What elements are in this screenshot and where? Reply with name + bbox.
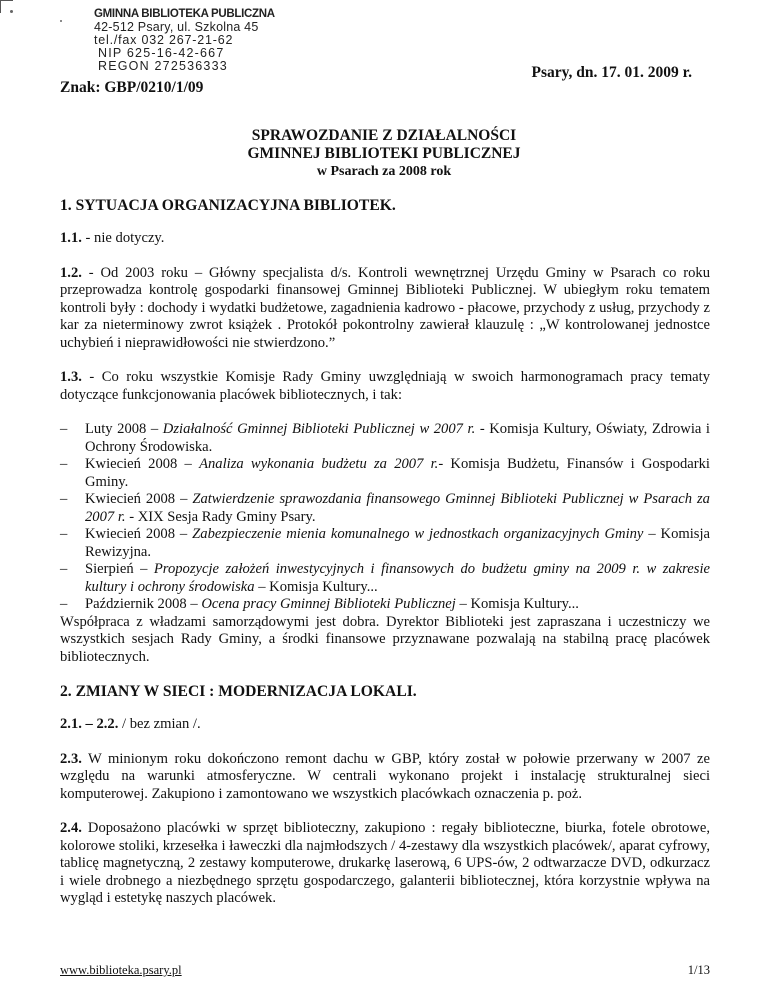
dash-bullet: – xyxy=(60,491,68,507)
paragraph-1-1 xyxy=(60,230,710,248)
stamp-line: NIP 625-16-42-667 xyxy=(98,46,225,60)
paragraph-text: - Co roku wszystkie Komisje Rady Gminy uwzględniają w swoich harmonogramach pracy tematy dotyczące funkcjonowania placówek bibliotecznych, i tak: xyxy=(60,369,710,403)
paragraph-text: - nie dotyczy. xyxy=(81,230,165,246)
paragraph-text: W minionym roku dokończono remont dachu w GBP, który został w połowie przerwany w 2007 ze względu na warunki atmosferyczne. W centrali wykonano projekt i instalację strukturalnej sieci komputerowej. Zakupiono i zamontowano we wszystkich placówkach oznaczenia p. poż. xyxy=(60,750,710,802)
cooperation-paragraph: Współpraca z władzami samorządowymi jest dobra. Dyrektor Biblioteki jest zapraszana i uczestniczy we wszystkich sesjach Rady Gminy, a środki finansowe przyznawane pozwalają na stabilną pracę placówek bibliotecznych. xyxy=(60,613,710,665)
scan-speck xyxy=(60,20,62,22)
place-date: Psary, dn. 17. 01. 2009 r. xyxy=(531,64,692,81)
paragraph-1-2 xyxy=(60,265,710,353)
reference-number: Znak: GBP/0210/1/09 xyxy=(60,79,204,96)
section-1-heading: 1. SYTUACJA ORGANIZACYJNA BIBLIOTEK. xyxy=(60,197,396,214)
paragraph-text: Doposażono placówki w sprzęt biblioteczny, zakupiono : regały biblioteczne, biurka, fotele obrotowe, kolorowe stoliki, krzesełka i ławeczki dla najmłodszych / 4-zestawy dla wszystkich placówek/, aparat cyfrowy, tablicę magnetyczną, 2 zestawy komputerowe, drukarkę laserową, 6 UPS-ów, 2 odtwarzacze DVD, odkurzacz i wiele drobnego a niezbędnego sprzętu gospodarczego, galanterii bibliotecznej, która korzystnie wpływa na wygląd i estetykę naszych placówek. xyxy=(60,820,710,906)
paragraph-2-1 xyxy=(60,716,710,734)
page-number: 1/13 xyxy=(687,963,710,977)
paragraph-number: 1.1. xyxy=(60,230,82,246)
list-item: – Sierpień – Propozycje założeń inwestycyjnych i finansowych do budżetu gminy na 2009 r. w zakresie kultury i ochrony środowiska – Komisja Kultury... xyxy=(60,561,710,595)
list-item: – Kwiecień 2008 – Analiza wykonania budżetu za 2007 r.- Komisja Budżetu, Finansów i Gospodarki Gminy. xyxy=(60,456,710,490)
paragraph-2-3 xyxy=(60,751,710,804)
dash-bullet: – xyxy=(60,456,68,472)
paragraph-text: - Od 2003 roku – Główny specjalista d/s. Kontroli wewnętrznej Urzędu Gminy w Psarach co roku przeprowadza kontrolę gospodarki finansowej Gminnej Biblioteki Publicznej. W ubiegłym roku tematem kontroli były : dochody i wydatki budżetowe, zagadnienia kadrowo - płacowe, przychody z usług, przychody z kar za nieterminowy zwrot książek . Protokół pokontrolny zawierał klauzulę : „W kontrolowanej jednostce uchybień i nieprawidłowości nie stwierdzono.” xyxy=(60,264,710,351)
paragraph-1-3 xyxy=(60,369,710,404)
scan-speck xyxy=(10,10,13,13)
list-item: – Październik 2008 – Ocena pracy Gminnej Biblioteki Publicznej – Komisja Kultury... xyxy=(60,596,579,612)
stamp-line: GMINNA BIBLIOTEKA PUBLICZNA xyxy=(94,8,275,20)
paragraph-number: 2.1. – 2.2. xyxy=(60,716,119,732)
dash-bullet: – xyxy=(60,421,68,437)
document-title xyxy=(0,127,768,180)
paragraph-2-4 xyxy=(60,820,710,908)
commission-topics-list xyxy=(60,421,710,614)
stamp-line: 42-512 Psary, ul. Szkolna 45 xyxy=(94,20,259,34)
dash-bullet: – xyxy=(60,561,68,577)
title-line-2: GMINNEJ BIBLIOTEKI PUBLICZNEJ xyxy=(247,145,521,162)
paragraph-number: 2.3. xyxy=(60,750,82,767)
website-link[interactable]: www.biblioteka.psary.pl xyxy=(60,963,182,977)
title-line-1: SPRAWOZDANIE Z DZIAŁALNOŚCI xyxy=(251,127,517,144)
paragraph-number: 1.3. xyxy=(60,369,82,385)
list-item: – Kwiecień 2008 – Zabezpieczenie mienia komunalnego w jednostkach organizacyjnych Gminy – Komisja Rewizyjna. xyxy=(60,526,710,560)
dash-bullet: – xyxy=(60,596,68,612)
paragraph-number: 2.4. xyxy=(60,820,82,836)
stamp-line: tel./fax 032 267-21-62 xyxy=(94,33,234,47)
dash-bullet: – xyxy=(60,526,68,542)
list-item: – Luty 2008 – Działalność Gminnej Biblioteki Publicznej w 2007 r. - Komisja Kultury, Oświaty, Zdrowia i Ochrony Środowiska. xyxy=(60,421,710,455)
library-stamp xyxy=(94,8,275,73)
stamp-line: REGON 272536333 xyxy=(98,59,228,73)
document-body xyxy=(60,197,710,908)
paragraph-text: / bez zmian /. xyxy=(118,716,201,732)
paragraph-number: 1.2. xyxy=(60,264,82,281)
list-item: – Kwiecień 2008 – Zatwierdzenie sprawozdania finansowego Gminnej Biblioteki Publicznej w Psarach za 2007 r. - XIX Sesja Rady Gminy Psary. xyxy=(60,491,710,525)
section-2-heading: 2. ZMIANY W SIECI : MODERNIZACJA LOKALI. xyxy=(60,683,417,700)
title-line-3: w Psarach za 2008 rok xyxy=(316,164,452,179)
